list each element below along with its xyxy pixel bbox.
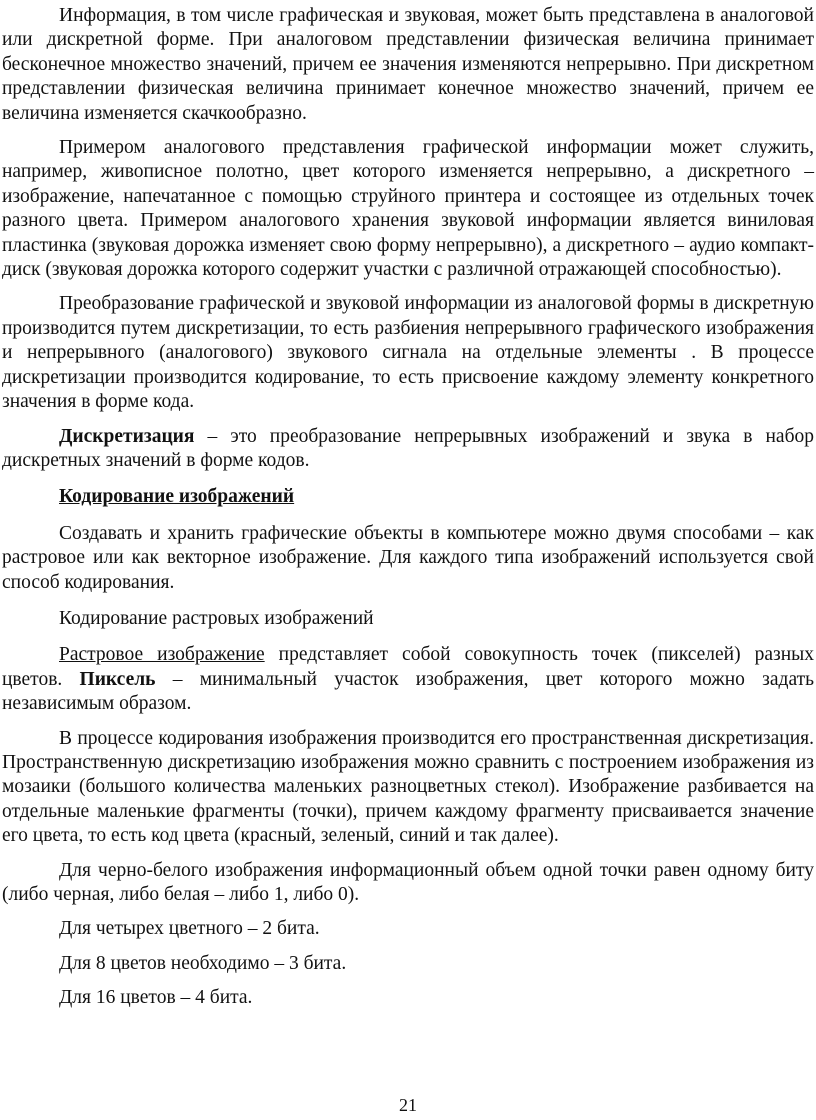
paragraph-spatial-discretization: В процессе кодирования изображения производится его пространственная дискретизация. Пространственную дискретизацию изображения можно сравнить с построением изображения из мозаики (большого количества маленьких разноцветных стекол). Изображение разбивается на отдельные маленькие фрагменты (точки), причем каждому фрагменту присваивается значение его цвета, то есть код цвета (красный, зеленый, синий и так далее). [2,727,814,847]
paragraph-analog-discrete: Информация, в том числе графическая и звуковая, может быть представлена в аналоговой или дискретной форме. При аналоговом представлении физическая величина принимает бесконечное множество значений, причем ее значения изменяются непрерывно. При дискретном представлении физическая величина принимает конечное множество значений, причем ее величина изменяется скачкообразно. [2,5,814,124]
paragraph-eight-colors: Для 8 цветов необходимо – 3 бита. [59,952,347,974]
subheading-raster-encoding: Кодирование растровых изображений [59,607,374,629]
heading-image-encoding: Кодирование изображений [59,486,295,508]
paragraph-raster-definition [2,643,814,716]
paragraph-bw-image: Для черно-белого изображения информационный объем одной точки равен одному биту (либо черная, либо белая – либо 1, либо 0). [2,859,814,905]
paragraph-sixteen-colors: Для 16 цветов – 4 бита. [59,987,253,1009]
definition-text: – это преобразование непрерывных изображений и звука в набор дискретных значений в форме кодов. [2,425,814,471]
term-raster-image: Растровое изображение [59,644,265,666]
paragraph-conversion: Преобразование графической и звуковой информации из аналоговой формы в дискретную производится путем дискретизации, то есть разбиения непрерывного графического изображения и непрерывного (аналогового) звукового сигнала на отдельные элементы . В процессе дискретизации производится кодирование, то есть присвоение каждому элементу конкретного значения в форме кода. [2,293,814,413]
raster-text: представляет собой совокупность точек (пикселей) разных цветов. [2,644,814,690]
paragraph-raster-vector: Создавать и хранить графические объекты в компьютере можно двумя способами – как растровое или как векторное изображение. Для каждого типа изображений используется свой способ кодирования. [2,522,814,593]
term-pixel: Пиксель [79,668,156,690]
pixel-text: – минимальный участок изображения, цвет которого можно задать независимым образом. [2,668,815,715]
paragraph-discretization-definition [2,425,814,474]
term-discretization: Дискретизация [59,425,195,447]
paragraph-examples: Примером аналогового представления графической информации может служить, например, живописное полотно, цвет которого изменяется непрерывно, а дискретного – изображение, напечатанное с помощью струйного принтера и состоящее из отдельных точек разного цвета. Примером аналогового хранения звуковой информации является виниловая пластинка (звуковая дорожка изменяет свою форму непрерывно), а дискретного – аудио компакт-диск (звуковая дорожка которого содержит участки с различной отражающей способностью). [2,137,814,281]
paragraph-four-colors: Для четырех цветного – 2 бита. [59,918,320,940]
section-heading [2,485,814,509]
page-number: 21 [399,1095,417,1115]
